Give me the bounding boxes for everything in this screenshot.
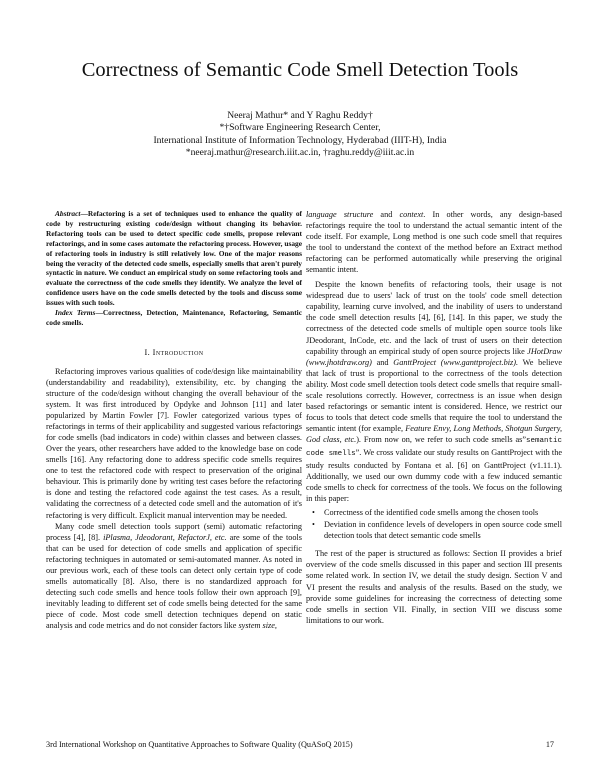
intro-paragraph-continued — [306, 209, 562, 275]
index-terms-text: —Correctness, Detection, Maintenance, Refactoring, Semantic code smells. — [46, 308, 302, 327]
section-title: Introduction — [152, 347, 204, 357]
intro-paragraph-3 — [306, 279, 562, 504]
text-run: . In other words, any design-based refactorings require the tool to understand the actual semantic intent of the code itself. For example, Long method is one such code smell that requires the tool to understand the context of the method before an Extract method refactoring can be performed automatically while preserving the original semantic intent. — [306, 210, 562, 275]
italic-term: JHotDraw (www.jhotdraw.org) — [306, 346, 562, 367]
text-run: are some of the tools that can be used for detection of code smells and application of specific refactoring techniques in automated or semi-automated manner. As noted in our previous work, each of these tools can detect only certain type of code smells automatically [8]. Also, there is no standardized approach for detecting such code smells and hence tools follow their own approach [9], inevitably leading to different set of code smells being detected for the same piece of code. Most code smell detection techniques depend on static analysis and code metrics and do not consider factors like — [46, 532, 303, 630]
author-block — [40, 110, 560, 160]
list-item-text: Deviation in confidence levels of developers in open source code smell detection tools that detect semantic code smells — [324, 520, 562, 541]
left-column — [46, 209, 302, 631]
index-terms-label: Index Terms — [55, 308, 96, 318]
right-column — [306, 209, 562, 626]
text-run: We believe that lack of trust is proportional to the correctness of the tools detection ability. Most code smell detection tools detect code smells that require small-scale resolutions correctly. However, correctness is an issue when design based refactorings or semantic intent is considered. Hence, we restrict our focus to tools that detect code smells that require the tool to understand the semantic intent (for example, — [306, 357, 562, 433]
footer-venue: 3rd International Workshop on Quantitative Approaches to Software Quality (QuASoQ 2015) — [46, 740, 353, 749]
list-item: • Correctness of the identified code smells among the chosen tools — [312, 508, 539, 518]
affiliation-line-2: International Institute of Information Technology, Hyderabad (IIIT-H), India — [153, 134, 447, 146]
text-run: and — [371, 357, 394, 367]
section-heading-introduction — [46, 347, 302, 358]
abstract-text: —Refactoring is a set of techniques used to enhance the quality of code by restructuring existing code/design without changing its behavior. Refactoring tools can be used to detect specific code smells, propose relevant refactorings, and in some cases automate the refactoring process. However, usage of refactoring tools in industry is still relatively low. One of the major reasons being the veracity of the detected code smells, especially smells that aren't purely syntactic in nature. We conduct an empirical study on some refactoring tools and evaluate the correctness of the code smells they identify. We analyze the level of confidence users have on the code smells detected by the tools and discuss some issues with such tools. — [46, 209, 302, 308]
text-run: and — [373, 210, 400, 219]
abstract — [46, 209, 302, 328]
italic-term: context — [399, 210, 424, 219]
abstract-label: Abstract — [55, 209, 81, 218]
intro-paragraph-1: Refactoring improves various qualities of code/design like maintainability (understandability and readability), extensibility, etc. by changing the structure of the code/design without changing the overall behaviour of the system. It was first introduced by Opdyke and Johnson [11] and later popularized by Martin Fowler [7]. Fowler categorized various types of refactorings in terms of their applicability and suggested various refactorings for code smells (bad indicators in code) within classes and between classes. Over the years, other researchers have added to the knowledge base on code smells [16]. Any refactoring done to address specific code smells requires one to test the refactored code with respect to preservation of the original behaviour. This is primarily done by writing test cases before the refactoring is done and testing the refactored code against the test cases. As a result, validating the correctness of a detected code smell and the automation of it's refactoring is very difficult. Explicit manual intervention may be needed. — [46, 366, 302, 520]
section-number: I. — [144, 347, 151, 357]
tool-names-italic: iPlasma, Jdeodorant, RefactorJ, etc. — [103, 532, 227, 542]
paper-title: Correctness of Semantic Code Smell Detection Tools — [81, 59, 519, 81]
italic-term: system size, — [238, 621, 277, 630]
author-names: Neeraj Mathur* and Y Raghu Reddy† — [227, 110, 373, 121]
text-run: ). From now on, we refer to such code smells as” — [356, 434, 526, 444]
author-emails: *neeraj.mathur@research.iiit.ac.in, †raghu.reddy@iiit.ac.in — [185, 147, 415, 159]
page-number: 17 — [545, 740, 554, 749]
affiliation-line-1: *†Software Engineering Research Center, — [219, 122, 381, 134]
text-run: Despite the known benefits of refactoring tools, their usage is not widespread due to users' lack of trust on the tools' code smell detection capability, learning curve involved, and the inability of users to understand the code smell detection results [4], [6], [14]. In this paper, we study the correctness of the detected code smells of multiple open source tools like JDeodorant, InCode, etc. and the lack of trust of users on their detection capability through an empirical study of open source projects like — [306, 280, 562, 356]
text-run: ”. We cross validate our study results on GanttProject with the study results conducted by Fontana et al. [6] on GanttProject (v1.11.1). Additionally, we used our own dummy code with a few induced semantic code smells to check for correctness of the tools. We focus on the following in this paper: — [306, 447, 562, 504]
intro-paragraph-4: The rest of the paper is structured as follows: Section II provides a brief overview of the code smells discussed in this paper and section III presents some related work. In section IV, we detail the study design. Section V and VI present the results and analysis of the results. Based on the study, we provide some guidelines for increasing the correctness of detecting some code smells in section VII. Finally, in section VIII we discuss some limitations to our work. — [306, 549, 562, 625]
list-item-text: Correctness of the identified code smells among the chosen tools — [324, 508, 539, 518]
intro-paragraph-2 — [46, 521, 302, 631]
italic-term: GanttProject (www.ganttproject.biz). — [393, 357, 519, 367]
italic-term: language structure — [306, 210, 374, 219]
list-item: • Deviation in confidence levels of developers in open source code smell detection tools that detect semantic code smells — [312, 520, 562, 541]
italic-term: Feature Envy, Long Methods, Shotgun Surgery, God class, etc. — [306, 423, 563, 444]
text-run: Many code smell detection tools support (semi) automatic refactoring process [4], [8]. — [46, 521, 302, 542]
monospace-term: semantic code smells — [306, 436, 562, 458]
focus-list — [306, 507, 562, 541]
